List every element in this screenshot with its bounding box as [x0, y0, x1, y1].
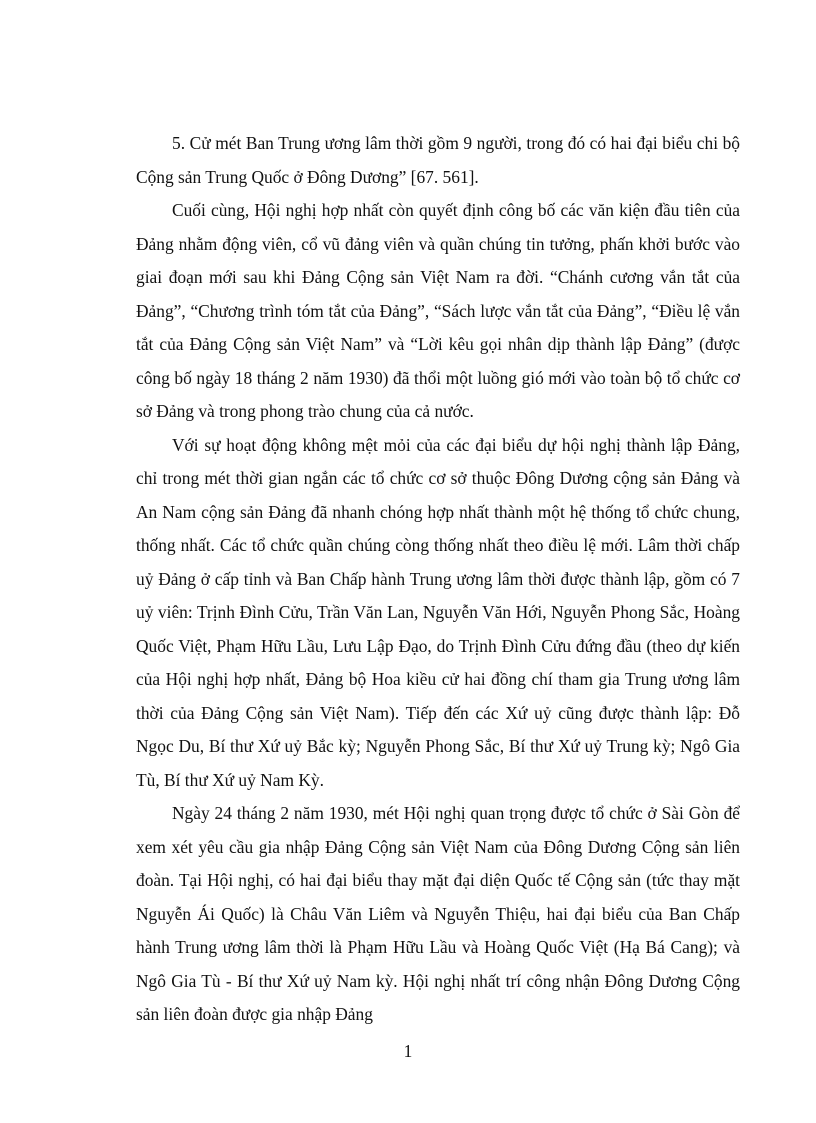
paragraph-4: Ngày 24 tháng 2 năm 1930, mét Hội nghị quan trọng được tổ chức ở Sài Gòn để xem xét yêu cầu gia nhập Đảng Cộng sản Việt Nam của Đông Dương Cộng sản liên đoàn. Tại Hội nghị, có hai đại biểu thay mặt đại diện Quốc tế Cộng sản (tức thay mặt Nguyễn Ái Quốc) là Châu Văn Liêm và Nguyễn Thiệu, hai đại biểu của Ban Chấp hành Trung ương lâm thời là Phạm Hữu Lầu và Hoàng Quốc Việt (Hạ Bá Cang); và Ngô Gia Tù - Bí thư Xứ uỷ Nam kỳ. Hội nghị nhất trí công nhận Đông Dương Cộng sản liên đoàn được gia nhập Đảng: [136, 803, 740, 1024]
body-text: [136, 127, 740, 1032]
paragraph-1: 5. Cử mét Ban Trung ương lâm thời gồm 9 người, trong đó có hai đại biểu chi bộ Cộng sản Trung Quốc ở Đông Dương” [67. 561].: [136, 133, 740, 187]
page-number: 1: [403, 1041, 413, 1061]
paragraph-3: Với sự hoạt động không mệt mỏi của các đại biểu dự hội nghị thành lập Đảng, chỉ trong mét thời gian ngắn các tổ chức cơ sở thuộc Đông Dương cộng sản Đảng và An Nam cộng sản Đảng đã nhanh chóng hợp nhất thành một hệ thống tổ chức chung, thống nhất. Các tổ chức quần chúng còng thống nhất theo điều lệ mới. Lâm thời chấp uỷ Đảng ở cấp tỉnh và Ban Chấp hành Trung ương lâm thời được thành lập, gồm có 7 uỷ viên: Trịnh Đình Cửu, Trần Văn Lan, Nguyễn Văn Hới, Nguyễn Phong Sắc, Hoàng Quốc Việt, Phạm Hữu Lầu, Lưu Lập Đạo, do Trịnh Đình Cửu đứng đầu (theo dự kiến của Hội nghị hợp nhất, Đảng bộ Hoa kiều cử hai đồng chí tham gia Trung ương lâm thời của Đảng Cộng sản Việt Nam). Tiếp đến các Xứ uỷ cũng được thành lập: Đỗ Ngọc Du, Bí thư Xứ uỷ Bắc kỳ; Nguyễn Phong Sắc, Bí thư Xứ uỷ Trung kỳ; Ngô Gia Tù, Bí thư Xứ uỷ Nam Kỳ.: [136, 434, 740, 790]
paragraph-2: Cuối cùng, Hội nghị hợp nhất còn quyết định công bố các văn kiện đầu tiên của Đảng nhằm động viên, cổ vũ đảng viên và quần chúng tin tưởng, phấn khởi bước vào giai đoạn mới sau khi Đảng Cộng sản Việt Nam ra đời. “Chánh cương vắn tắt của Đảng”, “Chương trình tóm tắt của Đảng”, “Sách lược vắn tắt của Đảng”, “Điều lệ vắn tắt của Đảng Cộng sản Việt Nam” và “Lời kêu gọi nhân dịp thành lập Đảng” (được công bố ngày 18 tháng 2 năm 1930) đã thổi một luồng gió mới vào toàn bộ tổ chức cơ sở Đảng và trong phong trào chung của cả nước.: [136, 200, 740, 421]
